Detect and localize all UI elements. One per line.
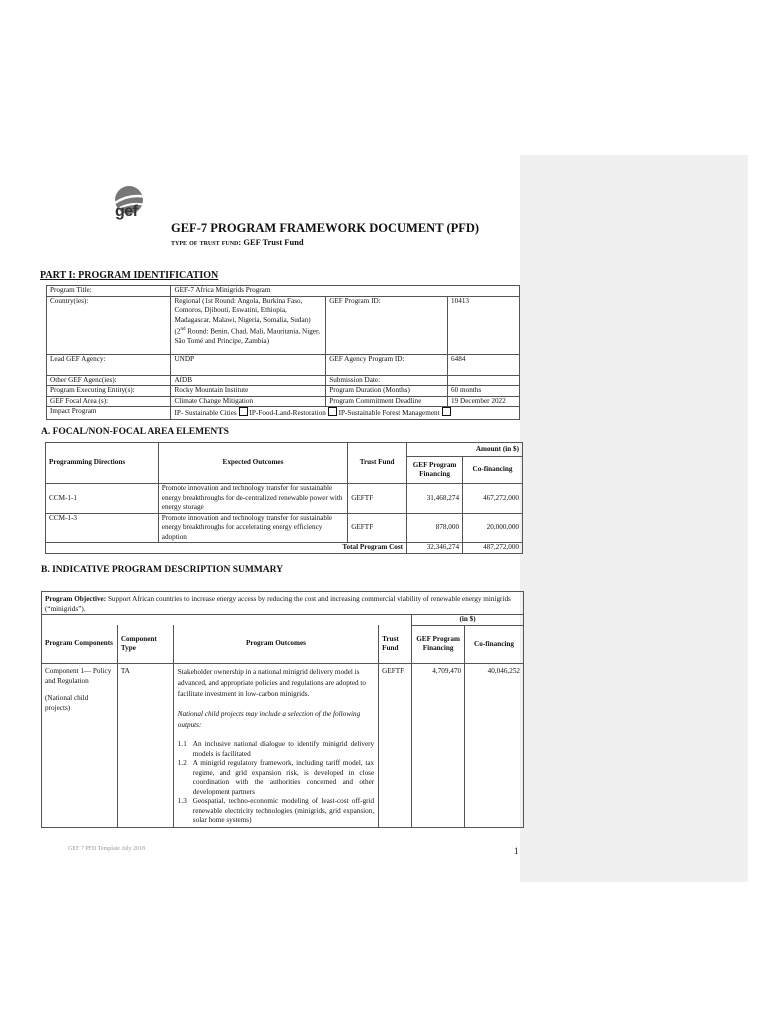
program-title-label: Program Title: — [47, 286, 171, 297]
cofin-cell: 467,272,000 — [463, 484, 523, 514]
component-note: (National child projects) — [45, 694, 89, 712]
cofin-cell: 20,000,000 — [463, 513, 523, 543]
executing-label: Program Executing Entity(s): — [47, 386, 171, 397]
objective-label: Program Objective: — [45, 595, 107, 603]
table-row — [47, 296, 520, 354]
component-name: Component 1— Policy and Regulation — [45, 667, 112, 685]
comment-pane — [520, 155, 748, 882]
countries-value — [171, 296, 326, 354]
executing-value: Rocky Mountain Institute — [171, 386, 326, 397]
output-number: 1.1 — [177, 740, 187, 748]
output-text: An inclusive national dialogue to identify minigrid delivery models is facilitated — [192, 740, 375, 758]
col-program-components: Program Components — [42, 625, 118, 664]
fund-cell: GEFTF — [379, 664, 412, 828]
table-row — [46, 543, 523, 554]
outcome-text: Stakeholder ownership in a national minigrid delivery model is advanced, and appropriate policies and regulations are adopted to facilitate investment in low-carbon minigrids. — [177, 668, 366, 698]
gef-cell: 878,000 — [407, 513, 463, 543]
submission-label: Submission Date: — [326, 375, 448, 386]
col-program-outcomes: Program Outcomes — [173, 625, 378, 664]
countries-text: Regional (1st Round: Angola, Burkina Faso, Comoros, Djibouti, Eswatini, Ethiopia, Madagascar, Malawi, Nigeria, Somalia, Sudan) (2 — [174, 296, 311, 336]
output-text: Geospatial, techno-economic modeling of least-cost off-grid renewable electricity technologies (minigrids, grid expansion, solar home systems) — [192, 797, 375, 824]
table-row — [46, 513, 523, 543]
direction-cell: CCM-1-1 — [46, 484, 159, 514]
table-row — [47, 386, 520, 397]
gef-cell: 4,709,470 — [412, 664, 465, 828]
in-dollars: (in $) — [412, 615, 524, 626]
col-trust-fund: Trust Fund — [379, 625, 412, 664]
document-title: GEF-7 PROGRAM FRAMEWORK DOCUMENT (PFD) — [171, 221, 480, 235]
table-row — [47, 286, 520, 297]
list-item — [178, 797, 374, 826]
table-row — [47, 354, 520, 375]
countries-tail: Round: Benin, Chad, Mali, Mauritania, Niger, São Tomé and Principe, Zambia) — [174, 327, 320, 345]
section-a-heading: A. FOCAL/NON-FOCAL AREA ELEMENTS — [41, 427, 229, 437]
trust-fund-label: type of trust fund: — [171, 237, 242, 247]
agency-id-value: 6484 — [448, 354, 520, 375]
trust-fund-value: GEF Trust Fund — [243, 237, 304, 247]
fund-cell: GEFTF — [348, 513, 407, 543]
component-type: TA — [117, 664, 173, 828]
trust-fund-line — [171, 237, 304, 247]
table-row — [47, 407, 520, 420]
outcome-note: National child projects may include a selection of the following outputs: — [177, 710, 361, 729]
program-id-value: 10413 — [448, 296, 520, 354]
deadline-label: Program Commitment Deadline — [326, 396, 448, 407]
col-cofinancing: Co-financing — [463, 457, 523, 484]
fund-cell: GEFTF — [348, 484, 407, 514]
impact-options — [171, 407, 520, 420]
outcome-cell: Promote innovation and technology transfer for sustainable energy breakthroughs for de-centralized renewable power with energy storage — [158, 484, 347, 514]
focal-value: Climate Change Mitigation — [171, 396, 326, 407]
direction-cell: CCM-1-3 — [46, 513, 159, 543]
col-component-type: Component Type — [117, 625, 173, 664]
table-row — [47, 375, 520, 386]
impact-forest-label: IP-Sustainable Forest Management — [338, 409, 440, 417]
gef-logo-text: gef — [115, 203, 138, 220]
countries-sup: nd — [180, 327, 186, 332]
lead-agency-label: Lead GEF Agency: — [47, 354, 171, 375]
output-number: 1.3 — [177, 797, 187, 805]
impact-sustainable-cities-checkbox[interactable] — [239, 407, 248, 416]
part1-heading: PART I: PROGRAM IDENTIFICATION — [40, 270, 219, 281]
agency-id-label: GEF Agency Program ID: — [326, 354, 448, 375]
program-identification-table — [46, 285, 520, 420]
col-expected-outcomes: Expected Outcomes — [158, 443, 347, 484]
program-description-table — [41, 591, 524, 828]
amount-header: Amount (in $) — [407, 443, 523, 457]
focal-label: GEF Focal Area (s): — [47, 396, 171, 407]
deadline-value: 19 December 2022 — [448, 396, 520, 407]
impact-forest-checkbox[interactable] — [442, 407, 451, 416]
total-cofin: 487,272,000 — [463, 543, 523, 554]
list-item — [178, 759, 374, 797]
objective-cell — [42, 592, 524, 615]
other-agencies-value: AfDB — [171, 375, 326, 386]
col-cofinancing: Co-financing — [465, 625, 524, 664]
outputs-list — [178, 740, 374, 826]
other-agencies-label: Other GEF Agenc(ies): — [47, 375, 171, 386]
component-cell — [42, 664, 118, 828]
table-row — [46, 484, 523, 514]
lead-agency-value: UNDP — [171, 354, 326, 375]
total-gef: 32,346,274 — [407, 543, 463, 554]
countries-label: Country(ies): — [47, 296, 171, 354]
table-row — [46, 443, 523, 457]
cofin-cell: 40,046,252 — [465, 664, 524, 828]
section-b-heading: B. INDICATIVE PROGRAM DESCRIPTION SUMMARY — [41, 565, 284, 575]
table-row — [47, 396, 520, 407]
col-gef-financing: GEF Program Financing — [407, 457, 463, 484]
output-text: A minigrid regulatory framework, including tariff model, tax regime, and grid expansion risk, is developed in close coordination with the authorities concerned and other development partners — [192, 759, 375, 796]
outcomes-cell — [173, 664, 378, 828]
list-item — [178, 740, 374, 759]
impact-sustainable-cities-label: IP- Sustainable Cities — [174, 409, 237, 417]
col-programming-directions: Programming Directions — [46, 443, 159, 484]
duration-value: 60 months — [448, 386, 520, 397]
impact-food-land-label: IP-Food-Land-Restoration — [249, 409, 326, 417]
footer-template: GEF 7 PFD Template July 2018 — [68, 846, 145, 852]
table-row — [42, 625, 524, 664]
gef-cell: 31,468,274 — [407, 484, 463, 514]
page-number: 1 — [514, 846, 519, 856]
duration-label: Program Duration (Months) — [326, 386, 448, 397]
col-gef-financing: GEF Program Financing — [412, 625, 465, 664]
objective-text: Support African countries to increase energy access by reducing the cost and increasing commercial viability of renewable energy minigrids (“minigrids”). — [45, 595, 511, 613]
impact-label: Impact Program — [47, 407, 171, 420]
table-row — [42, 592, 524, 615]
outcome-cell: Promote innovation and technology transfer for sustainable energy breakthroughs for accelerating energy efficiency adoption — [158, 513, 347, 543]
col-trust-fund: Trust Fund — [348, 443, 407, 484]
total-label: Total Program Cost — [46, 543, 407, 554]
program-id-label: GEF Program ID: — [326, 296, 448, 354]
impact-food-land-checkbox[interactable] — [328, 407, 337, 416]
focal-area-table — [45, 442, 523, 554]
program-title-value: GEF-7 Africa Minigrids Program — [171, 286, 520, 297]
table-row — [42, 664, 524, 828]
output-number: 1.2 — [177, 759, 187, 767]
table-row — [42, 615, 524, 626]
submission-value — [448, 375, 520, 386]
